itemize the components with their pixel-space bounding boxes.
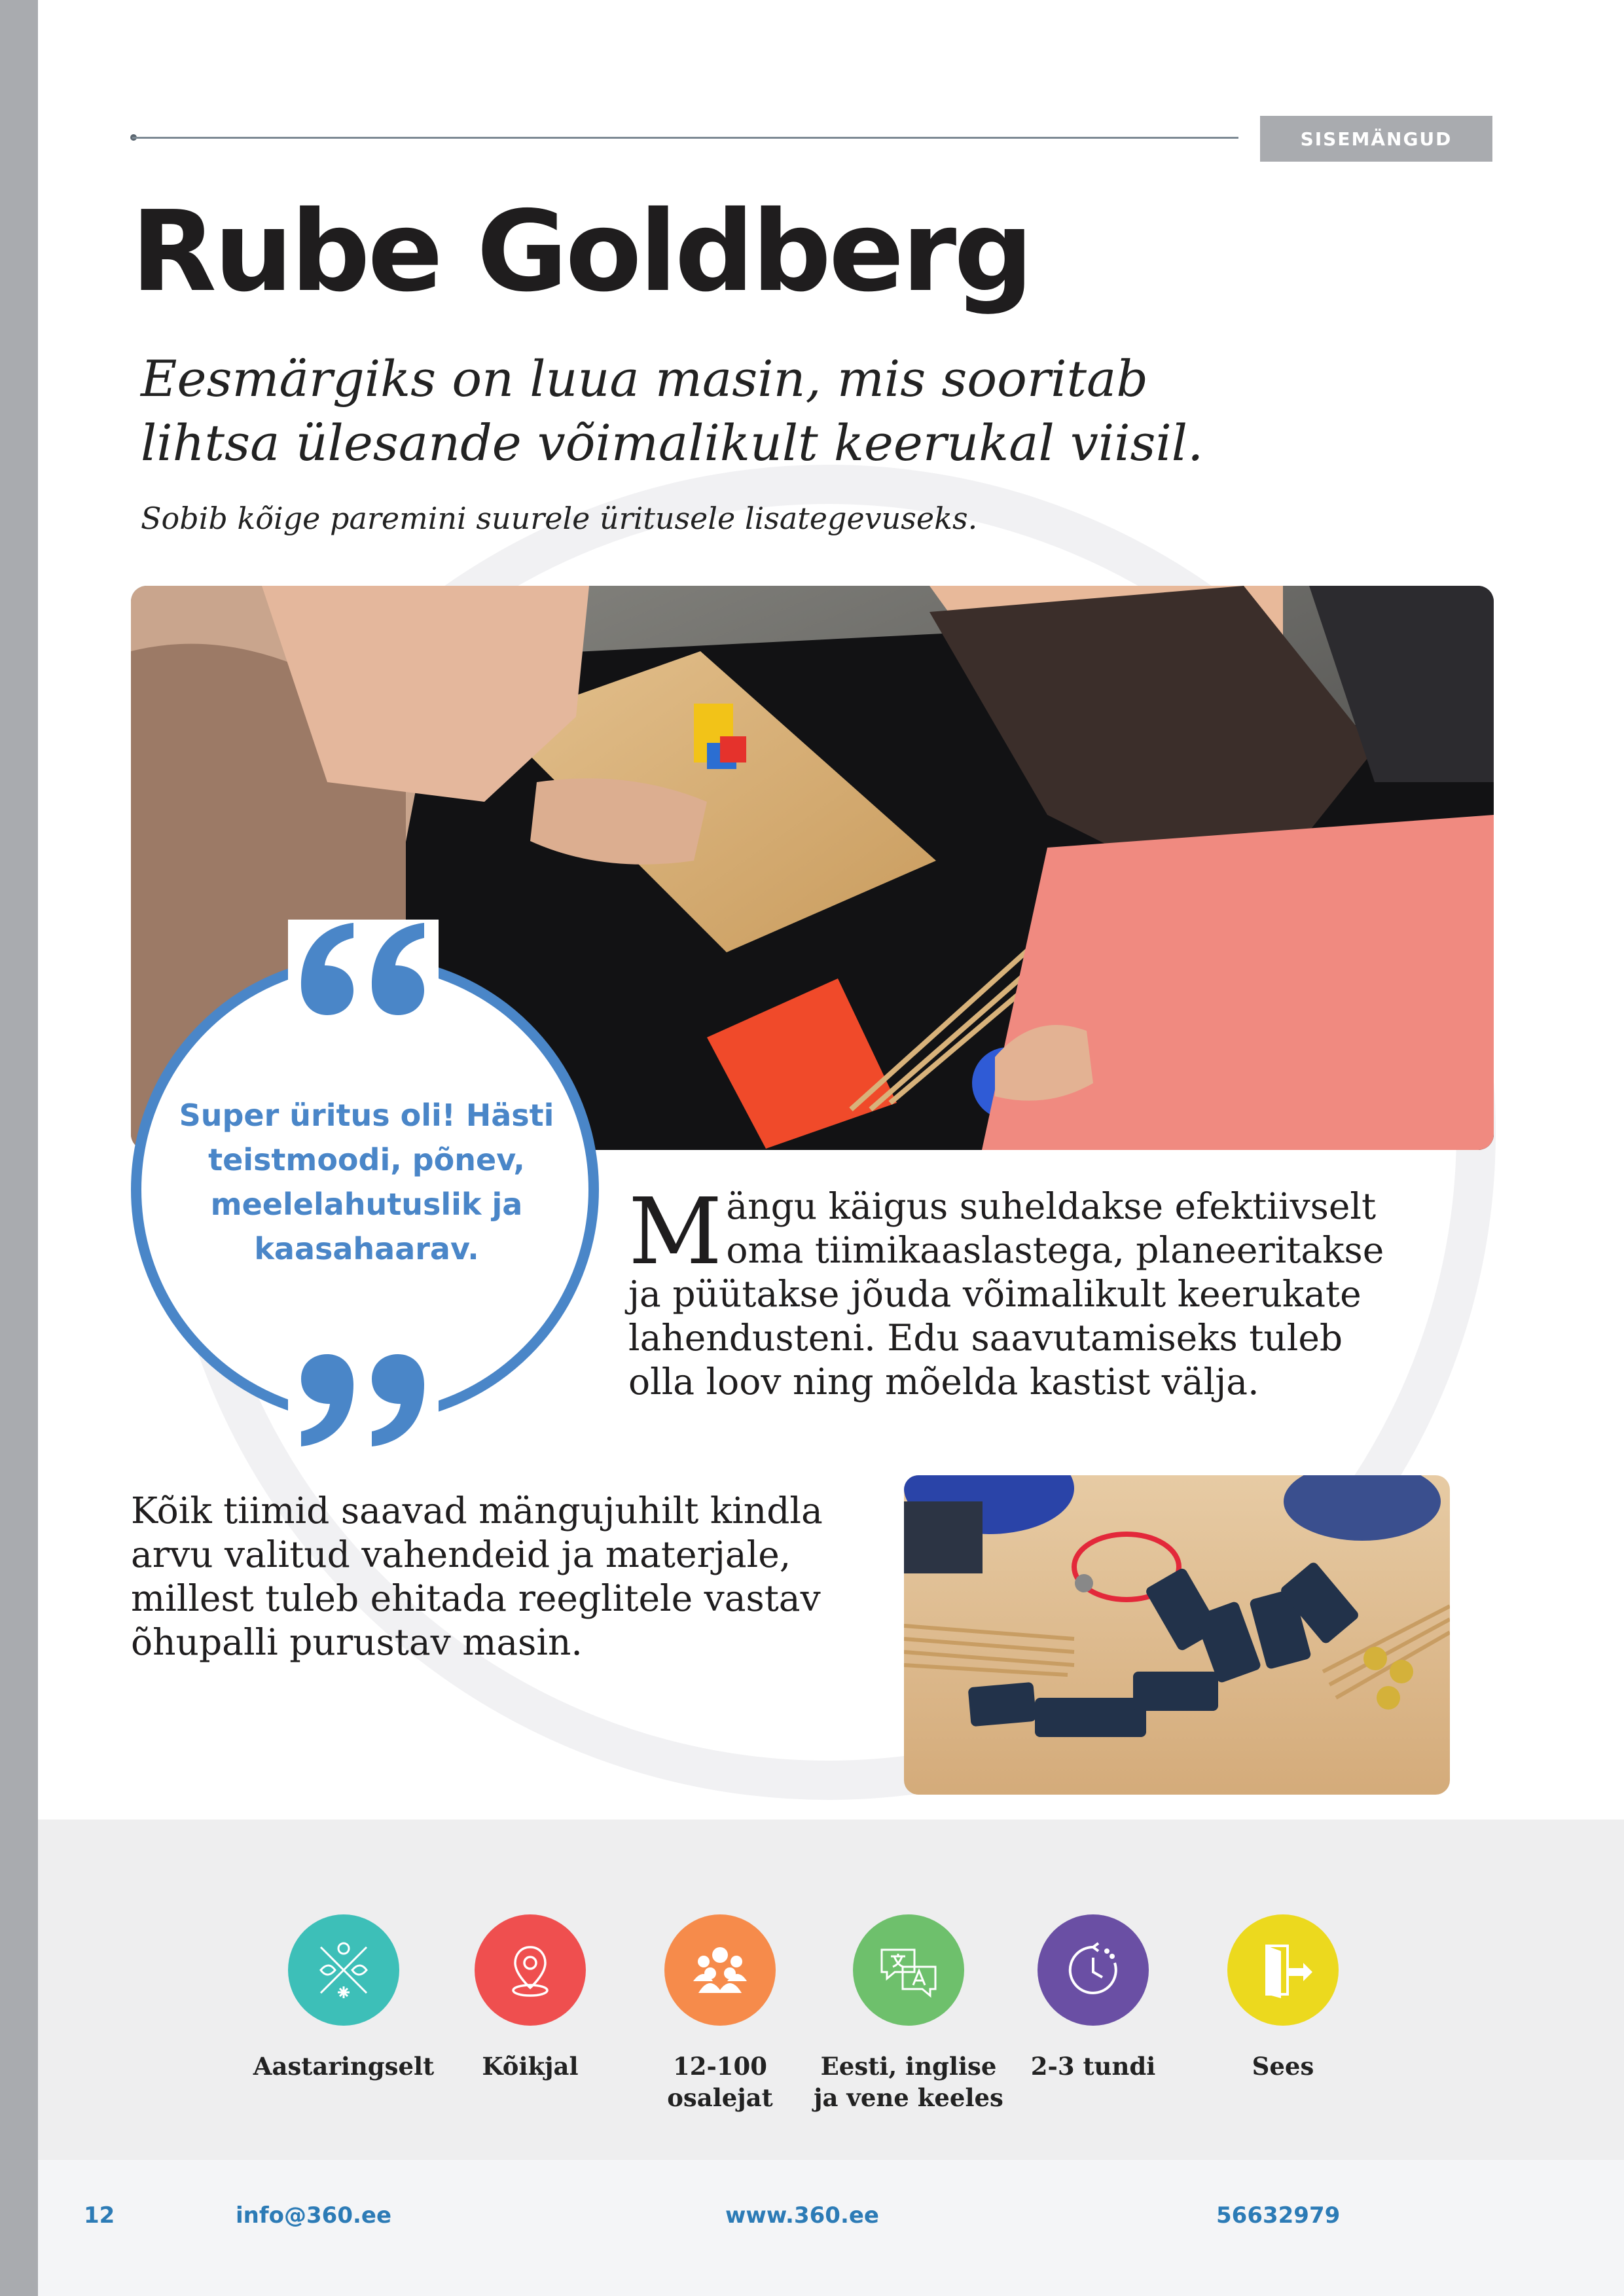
feature-anywhere bbox=[435, 1914, 625, 2082]
suitability-note: Sobib kõige paremini suurele üritusele lisategevuseks. bbox=[141, 501, 978, 536]
feature-label: 12-100 osalejat bbox=[667, 2052, 773, 2112]
feature-year-round bbox=[249, 1914, 439, 2082]
feature-label: Kõikjal bbox=[482, 2052, 579, 2081]
left-sidebar-strip bbox=[0, 0, 38, 2296]
page-number: 12 bbox=[84, 2202, 115, 2229]
body-paragraph-1-text: ängu käigus suheldakse efektiivselt oma tiimikaaslastega, planeeritakse ja püütakse jõuda võimalikult keerukate lahendusteni. Edu saavutamiseks tuleb olla loov ning mõelda kastist välja. bbox=[628, 1185, 1384, 1403]
testimonial-quote: Super üritus oli! Hästi teistmoodi, põnev, meelelahutuslik ja kaasahaarav. bbox=[179, 1098, 554, 1266]
feature-label: Aastaringselt bbox=[253, 2052, 435, 2081]
feature-label: 2-3 tundi bbox=[1030, 2052, 1156, 2081]
feature-label: Sees bbox=[1252, 2052, 1314, 2081]
clock-icon bbox=[1038, 1914, 1149, 2026]
footer-email-link[interactable]: info@360.ee bbox=[236, 2202, 392, 2229]
door-enter-icon bbox=[1227, 1914, 1339, 2026]
footer-website-link[interactable]: www.360.ee bbox=[725, 2202, 879, 2229]
body-paragraph-2: Kõik tiimid saavad mängujuhilt kindla arvu valitud vahendeid ja materjale, millest tuleb ehitada reeglitele vastav õhupalli purustav masin. bbox=[131, 1490, 823, 1663]
closing-quote-icon bbox=[288, 1352, 439, 1450]
seasons-icon bbox=[288, 1914, 399, 2026]
location-pin-icon bbox=[475, 1914, 586, 2026]
feature-indoors bbox=[1188, 1914, 1378, 2082]
materials-photo bbox=[904, 1475, 1450, 1795]
drop-cap: M bbox=[628, 1179, 723, 1285]
section-tag: SISEMÄNGUD bbox=[1260, 116, 1492, 162]
page-subtitle: Eesmärgiks on luua masin, mis sooritab lihtsa ülesande võimalikult keerukal viisil. bbox=[141, 350, 1204, 472]
translate-icon bbox=[853, 1914, 964, 2026]
footer-phone[interactable]: 56632979 bbox=[1216, 2202, 1341, 2229]
page-title: Rube Goldberg bbox=[131, 187, 1031, 317]
group-icon bbox=[664, 1914, 776, 2026]
body-paragraph-1 bbox=[628, 1179, 1401, 1404]
header-rule bbox=[132, 137, 1238, 139]
opening-quote-icon bbox=[288, 920, 439, 1018]
feature-label: Eesti, inglise ja vene keeles bbox=[814, 2052, 1003, 2112]
feature-duration bbox=[998, 1914, 1188, 2082]
feature-participants bbox=[625, 1914, 815, 2113]
feature-languages bbox=[814, 1914, 1003, 2113]
